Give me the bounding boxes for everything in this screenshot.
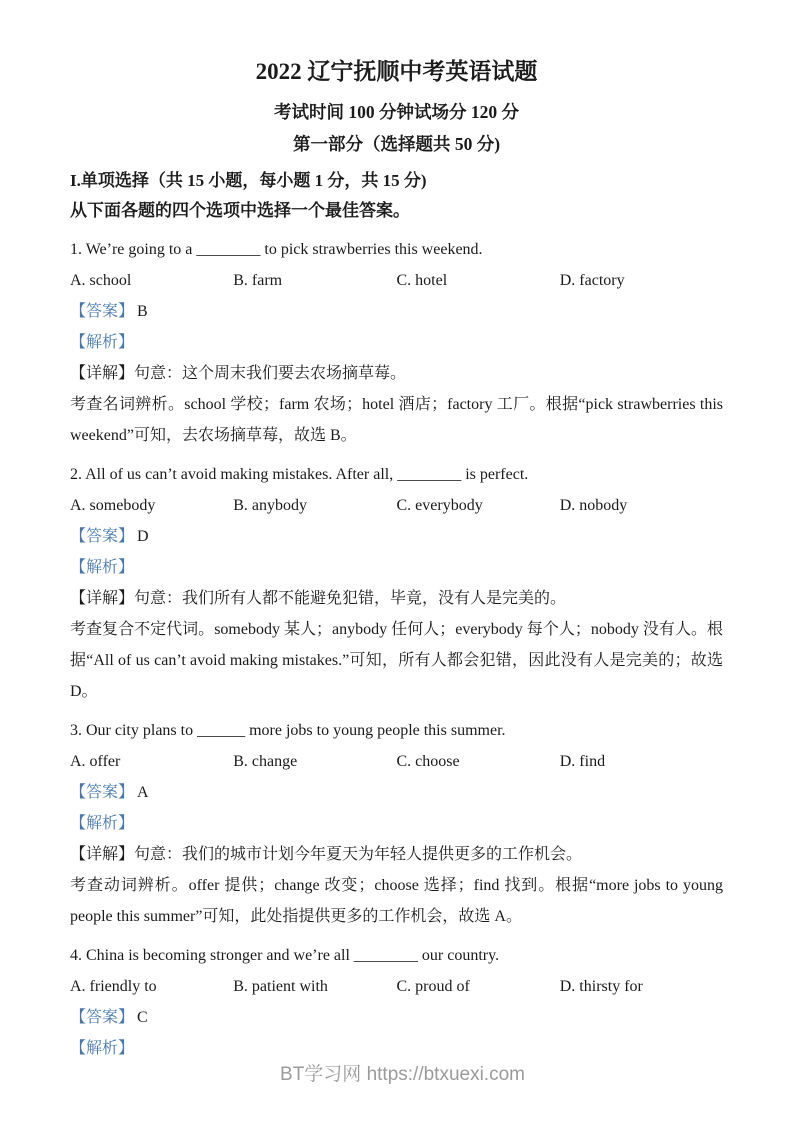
answer-line: [70, 296, 723, 327]
detail-sentence: 【详解】句意：这个周末我们要去农场摘草莓。: [70, 365, 407, 382]
answer-label: 【答案】: [70, 784, 135, 801]
option-c: C. everybody: [396, 497, 483, 514]
option-b: B. change: [233, 753, 298, 770]
option-b: B. farm: [233, 272, 283, 289]
option-c: C. choose: [396, 753, 460, 770]
answer-value: D: [137, 528, 149, 545]
question-block-1: [70, 234, 723, 451]
option-d: D. factory: [559, 272, 625, 289]
option-a: A. somebody: [70, 497, 156, 514]
detail-analysis: 考查复合不定代词。somebody 某人；anybody 任何人；everybody 每个人；nobody 没有人。根据“All of us can’t avoid making mistakes.”可知，所有人都会犯错，因此没有人是完美的；故选 D。: [70, 621, 723, 700]
answer-label: 【答案】: [70, 303, 135, 320]
answer-value: C: [137, 1009, 148, 1026]
option-a: A. school: [70, 272, 132, 289]
option-b: B. patient with: [233, 978, 328, 995]
detail-analysis: 考查名词辨析。school 学校；farm 农场；hotel 酒店；factory 工厂。根据“pick strawberries this weekend”可知，去农场摘草莓，故选 B。: [70, 396, 723, 444]
question-block-3: [70, 715, 723, 932]
answer-value: A: [137, 784, 149, 801]
detail-analysis: 考查动词辨析。offer 提供；change 改变；choose 选择；find 找到。根据“more jobs to young people this summer”可知，此处指提供更多的工作机会，故选 A。: [70, 877, 723, 925]
option-d: D. thirsty for: [559, 978, 643, 995]
answer-line: [70, 777, 723, 808]
answer-line: [70, 1002, 723, 1033]
option-a: A. friendly to: [70, 978, 157, 995]
options-row: [70, 746, 723, 777]
option-c: C. hotel: [396, 272, 448, 289]
options-row: [70, 971, 723, 1002]
analysis-label: 【解析】: [70, 1040, 135, 1057]
answer-value: B: [137, 303, 148, 320]
option-d: D. nobody: [559, 497, 628, 514]
options-row: [70, 265, 723, 296]
question-text: 2. All of us can’t avoid making mistakes. After all, ________ is perfect.: [70, 466, 529, 483]
detail-sentence: 【详解】句意：我们所有人都不能避免犯错，毕竟，没有人是完美的。: [70, 590, 567, 607]
question-block-2: [70, 459, 723, 707]
section-heading: 第一部分（选择题共 50 分): [292, 134, 501, 154]
analysis-label: 【解析】: [70, 559, 135, 576]
analysis-label: 【解析】: [70, 334, 135, 351]
instruction: 从下面各题的四个选项中选择一个最佳答案。: [70, 201, 410, 220]
question-text: 4. China is becoming stronger and we’re all ________ our country.: [70, 947, 500, 964]
detail-sentence: 【详解】句意：我们的城市计划今年夏天为年轻人提供更多的工作机会。: [70, 846, 583, 863]
exam-info: 考试时间 100 分钟试场分 120 分: [274, 102, 519, 122]
option-b: B. anybody: [233, 497, 308, 514]
options-row: [70, 490, 723, 521]
page-title: 2022 辽宁抚顺中考英语试题: [255, 59, 538, 84]
question-text: 3. Our city plans to ______ more jobs to young people this summer.: [70, 722, 506, 739]
answer-line: [70, 521, 723, 552]
question-text: 1. We’re going to a ________ to pick strawberries this weekend.: [70, 241, 483, 258]
part-heading: I.单项选择（共 15 小题，每小题 1 分，共 15 分): [70, 171, 427, 190]
question-block-4: [70, 940, 723, 1064]
option-d: D. find: [559, 753, 606, 770]
option-c: C. proud of: [396, 978, 470, 995]
answer-label: 【答案】: [70, 1009, 135, 1026]
option-a: A. offer: [70, 753, 121, 770]
answer-label: 【答案】: [70, 528, 135, 545]
analysis-label: 【解析】: [70, 815, 135, 832]
watermark: BT学习网 https://btxuexi.com: [280, 1064, 525, 1085]
